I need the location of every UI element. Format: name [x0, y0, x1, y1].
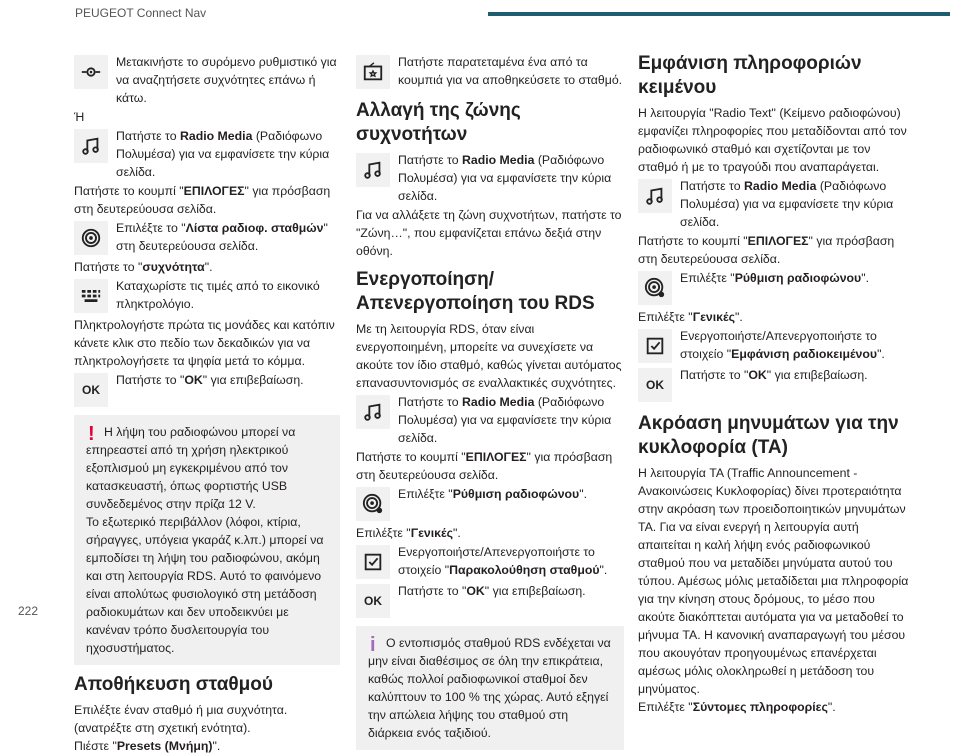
radio-settings-icon: [638, 271, 672, 305]
column-3: [638, 52, 910, 716]
warning-note: [74, 415, 340, 665]
step-toggle: [638, 327, 910, 365]
radio-signal-icon: [74, 221, 108, 255]
step-text: Πατήστε το Radio Media (Ραδιόφωνο Πολυμέσα) για να εμφανίσετε την κύρια σελίδα.: [398, 395, 612, 445]
warning-icon: !: [88, 423, 95, 445]
warning-text: Το εξωτερικό περιβάλλον (λόφοι, κτίρια, σήραγγες, υπόγεια γκαράζ κ.λπ.) μπορεί να εμποδίσει τη λήψη του ραδιοφώνου, ακόμη και στη λειτουργία RDS. Αυτό το φαινόμενο είναι απολύτως φυσιολογικό στη μετάδοση ραδιοκυμάτων και δεν υποδεικνύει με κανέναν τρόπο δυσλειτουργία του ηχοσυστήματος.: [86, 515, 324, 655]
section-heading: Ενεργοποίηση/ Απενεργοποίηση του RDS: [356, 269, 595, 314]
warning-text: Η λήψη του ραδιοφώνου μπορεί να επηρεαστεί από τη χρήση ηλεκτρικού εξοπλισμού μη εγκεκριμένου από τον κατασκευαστή, όπως φορτιστής USB συνδεδεμένος στην πρίζα 12 V.: [86, 425, 296, 511]
step-radio-settings: [638, 269, 910, 307]
step-presets: [356, 53, 624, 91]
or-text: Ή: [74, 110, 85, 124]
step-text: Πατήστε το Radio Media (Ραδιόφωνο Πολυμέσα) για να εμφανίσετε την κύρια σελίδα.: [116, 129, 330, 179]
music-note-icon: [638, 179, 672, 213]
step-text: Ενεργοποιήστε/Απενεργοποιήστε το στοιχείο "Παρακολούθηση σταθμού".: [398, 545, 608, 577]
paragraph: (ανατρέξτε στη σχετική ενότητα).: [74, 721, 251, 735]
paragraph: Επιλέξτε "Σύντομες πληροφορίες".: [638, 700, 836, 714]
music-note-icon: [356, 395, 390, 429]
paragraph: Η λειτουργία "Radio Text" (Κείμενο ραδιοφώνου) εμφανίζει πληροφορίες που μεταδίδονται από τον ραδιοφωνικό σταθμό και σχετίζονται με τον σταθμό ή με το τραγούδι που αναπαράγεται.: [638, 106, 907, 174]
running-header: PEUGEOT Connect Nav: [75, 6, 207, 20]
step-ok: [356, 582, 624, 620]
paragraph: Η λειτουργία TA (Traffic Announcement - Ανακοινώσεις Κυκλοφορίας) δίνει προτεραιότητα στην ακρόαση των προειδοποιητικών μηνυμάτων TA. Για να είναι ενεργή η λειτουργία αυτή απαιτείται η καλή λήψη ενός ραδιοφωνικού σταθμού που να μεταδίδει μηνύματα αυτού του τύπου. Αμέσως μόλις μεταδίδεται μια πληροφορία για την κίνηση στους δρόμους, το μέσο που ακούτε διακόπτεται αυτόματα για να μεταδοθεί το μήνυμα TA. Η κανονική αναπαραγωγή του μέσου που ακουγόταν προηγουμένως επανέρχεται αμέσως μόλις ολοκληρωθεί η μετάδοση του μηνύματος.: [638, 466, 909, 696]
paragraph: Πατήστε το κουμπί "ΕΠΙΛΟΓΕΣ" για πρόσβαση στη δευτερεύουσα σελίδα.: [638, 234, 895, 266]
paragraph: Πατήστε το "συχνότητα".: [74, 260, 213, 274]
music-note-icon: [356, 153, 390, 187]
column-1: [74, 52, 340, 755]
page-number: 222: [18, 604, 39, 618]
paragraph: Με τη λειτουργία RDS, όταν είναι ενεργοποιημένη, μπορείτε να συνεχίσετε να ακούτε τον ίδιο σταθμό, καθώς γίνεται αυτόματος επανασυντονισμός σε εναλλακτικές συχνότητες.: [356, 322, 622, 390]
step-text: Επιλέξτε "Ρύθμιση ραδιοφώνου".: [398, 487, 588, 501]
step-radio-media: [638, 177, 910, 231]
step-text: Πατήστε το Radio Media (Ραδιόφωνο Πολυμέσα) για να εμφανίσετε την κύρια σελίδα.: [680, 179, 894, 229]
paragraph: Πατήστε το κουμπί "ΕΠΙΛΟΓΕΣ" για πρόσβαση στη δευτερεύουσα σελίδα.: [356, 450, 613, 482]
checkbox-icon: [638, 329, 672, 363]
preset-star-icon: [356, 55, 390, 89]
music-note-icon: [74, 129, 108, 163]
step-radio-media: [356, 393, 624, 447]
info-icon: i: [370, 634, 376, 656]
step-text: Πατήστε παρατεταμένα ένα από τα κουμπιά για να αποθηκεύσετε το σταθμό.: [398, 55, 623, 87]
step-ok: [74, 371, 340, 409]
step-radio-settings: [356, 485, 624, 523]
info-note: [356, 626, 624, 750]
paragraph: Πιέστε "Presets (Μνήμη)".: [74, 739, 221, 753]
keyboard-icon: [74, 279, 108, 313]
section-heading: Αποθήκευση σταθμού: [74, 674, 273, 695]
step-toggle: [356, 543, 624, 581]
step-text: Μετακινήστε το συρόμενο ρυθμιστικό για να αναζητήσετε συχνότητες επάνω ή κάτω.: [116, 55, 337, 105]
frequency-slider-icon: [74, 55, 108, 89]
paragraph: Πληκτρολογήστε πρώτα τις μονάδες και κατόπιν κάνετε κλικ στο πεδίο των δεκαδικών για να πληκτρολογήσετε τα ψηφία μετά το κόμμα.: [74, 318, 335, 368]
info-text: Ο εντοπισμός σταθμού RDS ενδέχεται να μην είναι διαθέσιμος σε όλη την επικράτεια, καθώς πολλοί ραδιοφωνικοί σταθμοί δεν καλύπτουν το 100 % της χώρας. Αυτό εξηγεί την απώλεια λήψης του σταθμού στη διάρκεια ενός ταξιδιού.: [368, 636, 611, 740]
step-text: Πατήστε το "OK" για επιβεβαίωση.: [398, 584, 586, 598]
ok-button-icon: OK: [74, 373, 108, 407]
step-text: Καταχωρίστε τις τιμές από το εικονικό πληκτρολόγιο.: [116, 279, 320, 311]
paragraph: Επιλέξτε έναν σταθμό ή μια συχνότητα.: [74, 703, 288, 717]
step-text: Πατήστε το "OK" για επιβεβαίωση.: [116, 373, 304, 387]
paragraph: Πατήστε το κουμπί "ΕΠΙΛΟΓΕΣ" για πρόσβαση στη δευτερεύουσα σελίδα.: [74, 184, 331, 216]
step-radio-media: [74, 127, 340, 181]
section-heading: Ακρόαση μηνυμάτων για την κυκλοφορία (TA): [638, 413, 899, 458]
step-slider: [74, 53, 340, 107]
step-text: Πατήστε το "OK" για επιβεβαίωση.: [680, 368, 868, 382]
header-accent-bar: [488, 12, 950, 16]
section-heading: Αλλαγή της ζώνης συχνοτήτων: [356, 100, 521, 145]
step-text: Επιλέξτε το "Λίστα ραδιοφ. σταθμών" στη δευτερεύουσα σελίδα.: [116, 221, 328, 253]
step-keyboard: [74, 277, 340, 315]
paragraph: Επιλέξτε "Γενικές".: [638, 310, 743, 324]
step-text: Ενεργοποιήστε/Απενεργοποιήστε το στοιχείο "Εμφάνιση ραδιοκειμένου".: [680, 329, 885, 361]
ok-button-icon: OK: [356, 584, 390, 618]
paragraph: Επιλέξτε "Γενικές".: [356, 526, 461, 540]
radio-settings-icon: [356, 487, 390, 521]
step-text: Πατήστε το Radio Media (Ραδιόφωνο Πολυμέσα) για να εμφανίσετε την κύρια σελίδα.: [398, 153, 612, 203]
step-ok: [638, 366, 910, 404]
section-heading: Εμφάνιση πληροφοριών κειμένου: [638, 53, 862, 98]
paragraph: Για να αλλάξετε τη ζώνη συχνοτήτων, πατήστε το "Ζώνη…", που εμφανίζεται επάνω δεξιά στην οθόνη.: [356, 208, 622, 258]
ok-button-icon: OK: [638, 368, 672, 402]
step-station-list: [74, 219, 340, 257]
checkbox-icon: [356, 545, 390, 579]
step-radio-media: [356, 151, 624, 205]
column-2: [356, 52, 624, 756]
step-text: Επιλέξτε "Ρύθμιση ραδιοφώνου".: [680, 271, 870, 285]
